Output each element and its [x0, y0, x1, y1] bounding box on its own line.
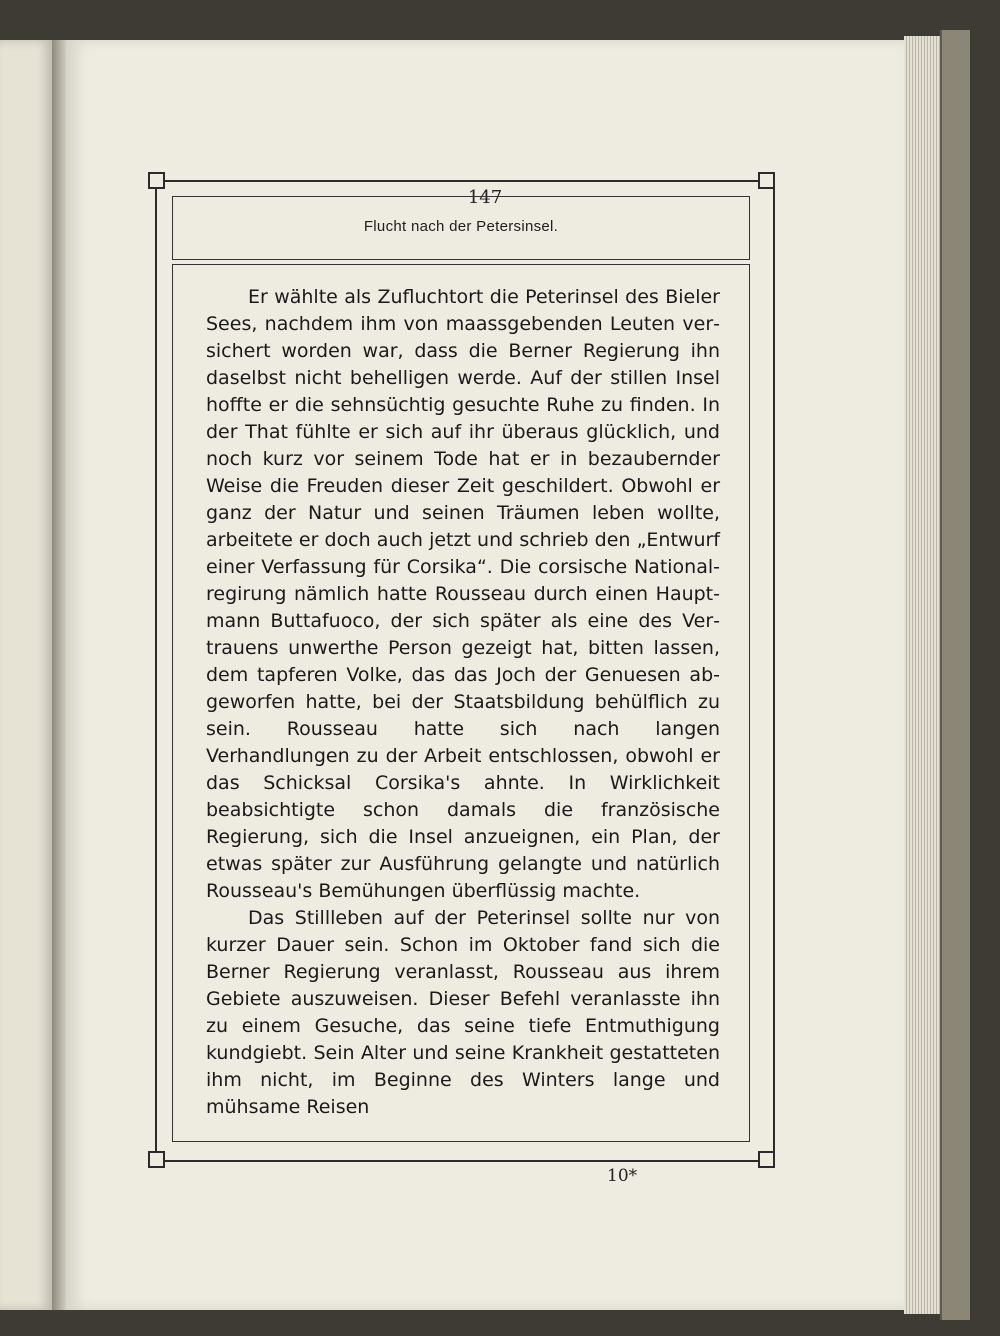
book-cover-edge [940, 30, 970, 1320]
running-head: Flucht nach der Petersinsel. [363, 218, 559, 235]
body-text [206, 284, 720, 1121]
page-number: 147 [467, 187, 503, 208]
frame-corner-ornament [758, 172, 775, 189]
facing-page-edge [0, 40, 55, 1310]
page-edge-stack [904, 36, 940, 1314]
frame-corner-ornament [148, 1151, 165, 1168]
signature-mark: 10* [607, 1166, 638, 1186]
paragraph: Das Stillleben auf der Peterinsel sollte nur von kurzer Dauer sein. Schon im Oktober fand sich die Berner Regierung veranlasst, Rousseau aus ihrem Gebiete auszuweisen. Dieser Befehl veranlasste ihn zu einem Gesuche, das seine tiefe Entmuthigung kundgiebt. Sein Alter und seine Krankheit gestatteten ihm nicht, im Beginne des Winters lange und mühsame Reisen [206, 907, 720, 1118]
frame-corner-ornament [758, 1151, 775, 1168]
paragraph: Er wählte als Zufluchtort die Peterinsel des Bieler Sees, nachdem ihm von maassgebenden Leuten versichert worden war, dass die Berner Regierung ihn daselbst nicht behelligen werde. Auf der stillen Insel hoffte er die sehnsüchtig gesuchte Ruhe zu finden. In der That fühlte er sich auf ihr überaus glücklich, und noch kurz vor seinem Tode hat er in bezaubernder Weise die Freuden dieser Zeit geschildert. Obwohl er ganz der Natur und seinen Träumen leben wollte, arbeitete er doch auch jetzt und schrieb den „Entwurf einer Verfassung für Corsika“. Die corsische Nationalregirung nämlich hatte Rousseau durch einen Hauptmann Buttafuoco, der sich später als eine des Vertrauens unwerthe Person gezeigt hat, bitten lassen, dem tapferen Volke, das das Joch der Genuesen abgeworfen hatte, bei der Staatsbildung behülflich zu sein. Rousseau hatte sich nach langen Verhandlungen zu der Arbeit entschlossen, obwohl er das Schicksal Corsika's ahnte. In Wirklichkeit beabsichtigte schon damals die französische Regierung, sich die Insel anzueignen, ein Plan, der etwas später zur Ausführung gelangte und natürlich Rousseau's Bemühungen überflüssig machte. [206, 286, 720, 902]
frame-corner-ornament [148, 172, 165, 189]
book-page [66, 40, 904, 1310]
